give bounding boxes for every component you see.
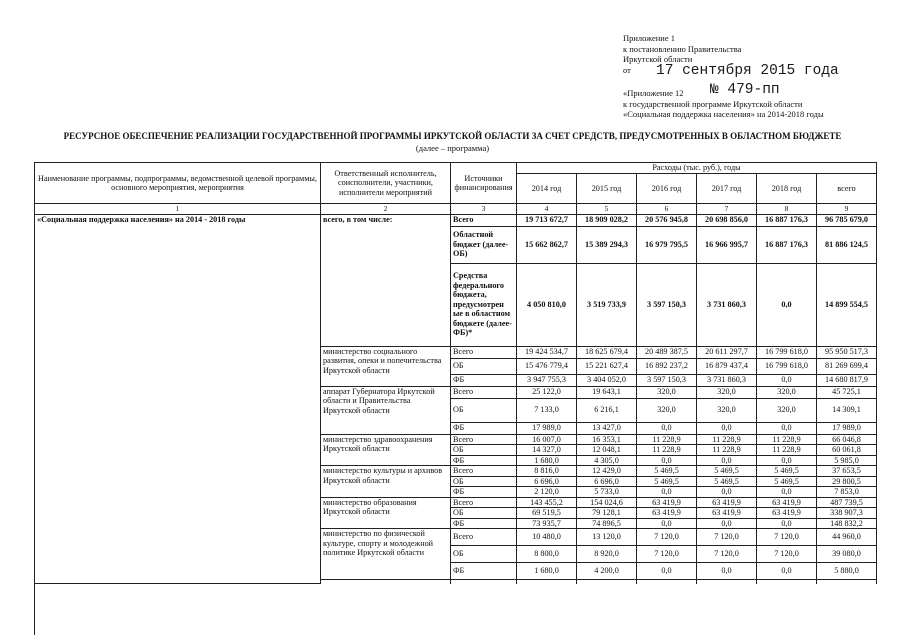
cell-value: 63 419,9 bbox=[697, 508, 757, 519]
cell-value: 73 935,7 bbox=[517, 518, 577, 529]
cell-value: 39 080,0 bbox=[817, 546, 877, 563]
table-body bbox=[35, 214, 877, 584]
table-row bbox=[35, 214, 877, 226]
appendix-line: к постановлению Правительства bbox=[623, 43, 742, 54]
appendix-line: к государственной программе Иркутской области bbox=[623, 98, 803, 109]
cell-value: 15 476 779,4 bbox=[517, 358, 577, 374]
cell-value: 11 228,9 bbox=[637, 445, 697, 456]
column-index: 8 bbox=[757, 204, 817, 215]
cell-value: 154 024,6 bbox=[577, 497, 637, 508]
funding-source: Всего bbox=[451, 497, 517, 508]
column-index: 4 bbox=[517, 204, 577, 215]
cell-value: 8 920,0 bbox=[577, 546, 637, 563]
cell-value: 320,0 bbox=[697, 386, 757, 398]
empty-cell bbox=[517, 580, 577, 584]
column-index: 2 bbox=[321, 204, 451, 215]
cell-value: 320,0 bbox=[757, 398, 817, 422]
stamp-number: № 479-пп bbox=[710, 82, 780, 98]
cell-value: 13 427,0 bbox=[577, 422, 637, 434]
cell-value: 16 879 437,4 bbox=[697, 358, 757, 374]
cell-value: 6 696,0 bbox=[517, 476, 577, 487]
cell-value: 4 305,0 bbox=[577, 455, 637, 466]
cell-value: 8 800,0 bbox=[517, 546, 577, 563]
cell-value: 8 816,0 bbox=[517, 466, 577, 477]
funding-source: Всего bbox=[451, 214, 517, 226]
cell-value: 1 680,0 bbox=[517, 455, 577, 466]
column-index-row bbox=[35, 204, 877, 215]
funding-source: Всего bbox=[451, 529, 517, 546]
cell-value: 16 892 237,2 bbox=[637, 358, 697, 374]
cell-value: 0,0 bbox=[757, 374, 817, 386]
cell-value: 16 353,1 bbox=[577, 434, 637, 445]
cell-value: 7 120,0 bbox=[697, 546, 757, 563]
cell-value: 4 050 810,0 bbox=[517, 263, 577, 346]
executor-name: министерство социального развития, опеки и попечительства Иркутской области bbox=[321, 346, 451, 386]
cell-value: 16 887 176,3 bbox=[757, 226, 817, 263]
cell-value: 3 731 860,3 bbox=[697, 374, 757, 386]
cell-value: 5 880,0 bbox=[817, 563, 877, 580]
cell-value: 15 389 294,3 bbox=[577, 226, 637, 263]
cell-value: 0,0 bbox=[697, 422, 757, 434]
cell-value: 63 419,9 bbox=[757, 508, 817, 519]
cell-value: 5 469,5 bbox=[697, 466, 757, 477]
cell-value: 3 519 733,9 bbox=[577, 263, 637, 346]
cell-value: 69 519,5 bbox=[517, 508, 577, 519]
cell-value: 79 128,1 bbox=[577, 508, 637, 519]
cell-value: 6 216,1 bbox=[577, 398, 637, 422]
funding-source: ОБ bbox=[451, 445, 517, 456]
cell-value: 14 899 554,5 bbox=[817, 263, 877, 346]
cell-value: 19 713 672,7 bbox=[517, 214, 577, 226]
cell-value: 20 698 856,0 bbox=[697, 214, 757, 226]
cell-value: 63 419,9 bbox=[757, 497, 817, 508]
cell-value: 0,0 bbox=[637, 518, 697, 529]
funding-source: Областной бюджет (далее- ОБ) bbox=[451, 226, 517, 263]
cell-value: 14 309,1 bbox=[817, 398, 877, 422]
funding-source: Средства федерального бюджета, предусмотрен ые в областном бюджете (далее- ФБ)* bbox=[451, 263, 517, 346]
cell-value: 5 469,5 bbox=[637, 466, 697, 477]
document-title: РЕСУРСНОЕ ОБЕСПЕЧЕНИЕ РЕАЛИЗАЦИИ ГОСУДАРСТВЕННОЙ ПРОГРАММЫ ИРКУТСКОЙ ОБЛАСТИ ЗА СЧЕТ СРЕДСТВ, ПРЕДУСМОТРЕННЫХ В ОБЛАСТНОМ БЮДЖЕТЕ bbox=[63, 131, 842, 141]
cell-value: 5 469,5 bbox=[637, 476, 697, 487]
cell-value: 0,0 bbox=[697, 487, 757, 498]
executor-name: министерство культуры и архивов Иркутской области bbox=[321, 466, 451, 498]
column-index: 1 bbox=[35, 204, 321, 215]
appendix-line: Иркутской области bbox=[623, 54, 693, 64]
header-year: 2017 год bbox=[697, 174, 757, 204]
cell-value: 15 221 627,4 bbox=[577, 358, 637, 374]
cell-value: 0,0 bbox=[697, 455, 757, 466]
column-index: 5 bbox=[577, 204, 637, 215]
empty-cell bbox=[637, 580, 697, 584]
cell-value: 5 733,0 bbox=[577, 487, 637, 498]
funding-source: ОБ bbox=[451, 358, 517, 374]
executor-name: министерство по физической культуре, спорту и молодежной политике Иркутской области bbox=[321, 529, 451, 580]
cell-value: 19 643,1 bbox=[577, 386, 637, 398]
header-name: Наименование программы, подпрограммы, ведомственной целевой программы, основного мероприятия, мероприятия bbox=[35, 163, 321, 204]
cell-value: 60 061,8 bbox=[817, 445, 877, 456]
cell-value: 3 947 755,3 bbox=[517, 374, 577, 386]
cell-value: 0,0 bbox=[757, 263, 817, 346]
cell-value: 20 611 297,7 bbox=[697, 346, 757, 358]
cell-value: 13 120,0 bbox=[577, 529, 637, 546]
cell-value: 16 799 618,0 bbox=[757, 346, 817, 358]
table-left-border bbox=[34, 575, 35, 635]
funding-source: ФБ bbox=[451, 455, 517, 466]
cell-value: 95 950 517,3 bbox=[817, 346, 877, 358]
header-year: 2016 год bbox=[637, 174, 697, 204]
cell-value: 63 419,9 bbox=[637, 497, 697, 508]
stamp-date: 17 сентября 2015 года bbox=[656, 63, 839, 79]
empty-cell bbox=[697, 580, 757, 584]
cell-value: 45 725,1 bbox=[817, 386, 877, 398]
empty-cell bbox=[451, 580, 517, 584]
header-year: 2015 год bbox=[577, 174, 637, 204]
cell-value: 0,0 bbox=[637, 422, 697, 434]
funding-source: Всего bbox=[451, 346, 517, 358]
program-name: «Социальная поддержка населения» на 2014 - 2018 годы bbox=[35, 214, 321, 584]
column-index: 3 bbox=[451, 204, 517, 215]
cell-value: 74 896,5 bbox=[577, 518, 637, 529]
cell-value: 0,0 bbox=[757, 422, 817, 434]
cell-value: 320,0 bbox=[637, 398, 697, 422]
empty-cell bbox=[321, 580, 451, 584]
column-index: 7 bbox=[697, 204, 757, 215]
funding-source: Всего bbox=[451, 386, 517, 398]
empty-cell bbox=[577, 580, 637, 584]
appendix-date-prefix: от bbox=[623, 64, 631, 75]
cell-value: 3 597 150,3 bbox=[637, 263, 697, 346]
executor-name: министерство образования Иркутской области bbox=[321, 497, 451, 529]
cell-value: 16 799 618,0 bbox=[757, 358, 817, 374]
funding-source: ФБ bbox=[451, 374, 517, 386]
cell-value: 7 133,0 bbox=[517, 398, 577, 422]
cell-value: 4 200,0 bbox=[577, 563, 637, 580]
cell-value: 12 048,1 bbox=[577, 445, 637, 456]
header-year: 2018 год bbox=[757, 174, 817, 204]
cell-value: 0,0 bbox=[637, 563, 697, 580]
cell-value: 96 785 679,0 bbox=[817, 214, 877, 226]
cell-value: 63 419,9 bbox=[637, 508, 697, 519]
cell-value: 7 120,0 bbox=[757, 546, 817, 563]
cell-value: 7 853,0 bbox=[817, 487, 877, 498]
cell-value: 5 469,5 bbox=[697, 476, 757, 487]
cell-value: 20 489 387,5 bbox=[637, 346, 697, 358]
funding-source: Всего bbox=[451, 466, 517, 477]
cell-value: 0,0 bbox=[757, 487, 817, 498]
cell-value: 320,0 bbox=[637, 386, 697, 398]
cell-value: 16 966 995,7 bbox=[697, 226, 757, 263]
appendix-line: «Приложение 12 bbox=[623, 88, 684, 98]
resource-table bbox=[34, 162, 877, 584]
cell-value: 14 680 817,9 bbox=[817, 374, 877, 386]
cell-value: 14 327,0 bbox=[517, 445, 577, 456]
executor-name: министерство здравоохранения Иркутской области bbox=[321, 434, 451, 466]
cell-value: 11 228,9 bbox=[697, 434, 757, 445]
header-year: 2014 год bbox=[517, 174, 577, 204]
cell-value: 11 228,9 bbox=[637, 434, 697, 445]
cell-value: 63 419,9 bbox=[697, 497, 757, 508]
empty-cell bbox=[757, 580, 817, 584]
header-year: всего bbox=[817, 174, 877, 204]
column-index: 6 bbox=[637, 204, 697, 215]
cell-value: 0,0 bbox=[637, 455, 697, 466]
cell-value: 7 120,0 bbox=[637, 546, 697, 563]
funding-source: ОБ bbox=[451, 476, 517, 487]
cell-value: 10 480,0 bbox=[517, 529, 577, 546]
executor-name: аппарат Губернатора Иркутской области и Правительства Иркутской области bbox=[321, 386, 451, 434]
cell-value: 5 469,5 bbox=[757, 466, 817, 477]
cell-value: 143 455,2 bbox=[517, 497, 577, 508]
header-costs: Расходы (тыс. руб.), годы bbox=[517, 163, 877, 174]
header-source: Источники финансирования bbox=[451, 163, 517, 204]
cell-value: 11 228,9 bbox=[757, 445, 817, 456]
cell-value: 17 989,0 bbox=[517, 422, 577, 434]
cell-value: 320,0 bbox=[757, 386, 817, 398]
cell-value: 11 228,9 bbox=[697, 445, 757, 456]
cell-value: 0,0 bbox=[757, 563, 817, 580]
cell-value: 44 960,0 bbox=[817, 529, 877, 546]
funding-source: ФБ bbox=[451, 487, 517, 498]
cell-value: 320,0 bbox=[697, 398, 757, 422]
cell-value: 66 046,8 bbox=[817, 434, 877, 445]
cell-value: 16 887 176,3 bbox=[757, 214, 817, 226]
cell-value: 12 429,0 bbox=[577, 466, 637, 477]
cell-value: 0,0 bbox=[697, 563, 757, 580]
cell-value: 3 404 052,0 bbox=[577, 374, 637, 386]
cell-value: 16 979 795,5 bbox=[637, 226, 697, 263]
cell-value: 20 576 945,8 bbox=[637, 214, 697, 226]
header-executor: Ответственный исполнитель, соисполнители, участники, исполнители мероприятий bbox=[321, 163, 451, 204]
cell-value: 25 122,0 bbox=[517, 386, 577, 398]
cell-value: 18 625 679,4 bbox=[577, 346, 637, 358]
cell-value: 7 120,0 bbox=[757, 529, 817, 546]
cell-value: 15 662 862,7 bbox=[517, 226, 577, 263]
funding-source: ФБ bbox=[451, 422, 517, 434]
funding-source: ФБ bbox=[451, 563, 517, 580]
cell-value: 3 597 150,3 bbox=[637, 374, 697, 386]
cell-value: 0,0 bbox=[757, 455, 817, 466]
cell-value: 1 680,0 bbox=[517, 563, 577, 580]
cell-value: 7 120,0 bbox=[697, 529, 757, 546]
cell-value: 11 228,9 bbox=[757, 434, 817, 445]
cell-value: 81 269 699,4 bbox=[817, 358, 877, 374]
cell-value: 338 907,3 bbox=[817, 508, 877, 519]
cell-value: 148 832,2 bbox=[817, 518, 877, 529]
cell-value: 2 120,0 bbox=[517, 487, 577, 498]
cell-value: 7 120,0 bbox=[637, 529, 697, 546]
funding-source: ФБ bbox=[451, 518, 517, 529]
cell-value: 6 696,0 bbox=[577, 476, 637, 487]
cell-value: 18 909 028,2 bbox=[577, 214, 637, 226]
cell-value: 29 800,5 bbox=[817, 476, 877, 487]
funding-source: Всего bbox=[451, 434, 517, 445]
cell-value: 0,0 bbox=[697, 518, 757, 529]
column-index: 9 bbox=[817, 204, 877, 215]
cell-value: 5 469,5 bbox=[757, 476, 817, 487]
cell-value: 17 989,0 bbox=[817, 422, 877, 434]
cell-value: 37 653,5 bbox=[817, 466, 877, 477]
cell-value: 5 985,0 bbox=[817, 455, 877, 466]
appendix-line: Приложение 1 bbox=[623, 33, 675, 43]
cell-value: 19 424 534,7 bbox=[517, 346, 577, 358]
document-subtitle: (далее – программа) bbox=[415, 143, 490, 153]
cell-value: 487 739,5 bbox=[817, 497, 877, 508]
appendix-line: «Социальная поддержка населения» на 2014-2018 годы bbox=[623, 109, 824, 119]
cell-value: 3 731 860,3 bbox=[697, 263, 757, 346]
executor-total: всего, в том числе: bbox=[321, 214, 451, 346]
cell-value: 0,0 bbox=[637, 487, 697, 498]
cell-value: 16 007,0 bbox=[517, 434, 577, 445]
cell-value: 0,0 bbox=[757, 518, 817, 529]
funding-source: ОБ bbox=[451, 508, 517, 519]
funding-source: ОБ bbox=[451, 546, 517, 563]
empty-cell bbox=[817, 580, 877, 584]
cell-value: 81 886 124,5 bbox=[817, 226, 877, 263]
funding-source: ОБ bbox=[451, 398, 517, 422]
